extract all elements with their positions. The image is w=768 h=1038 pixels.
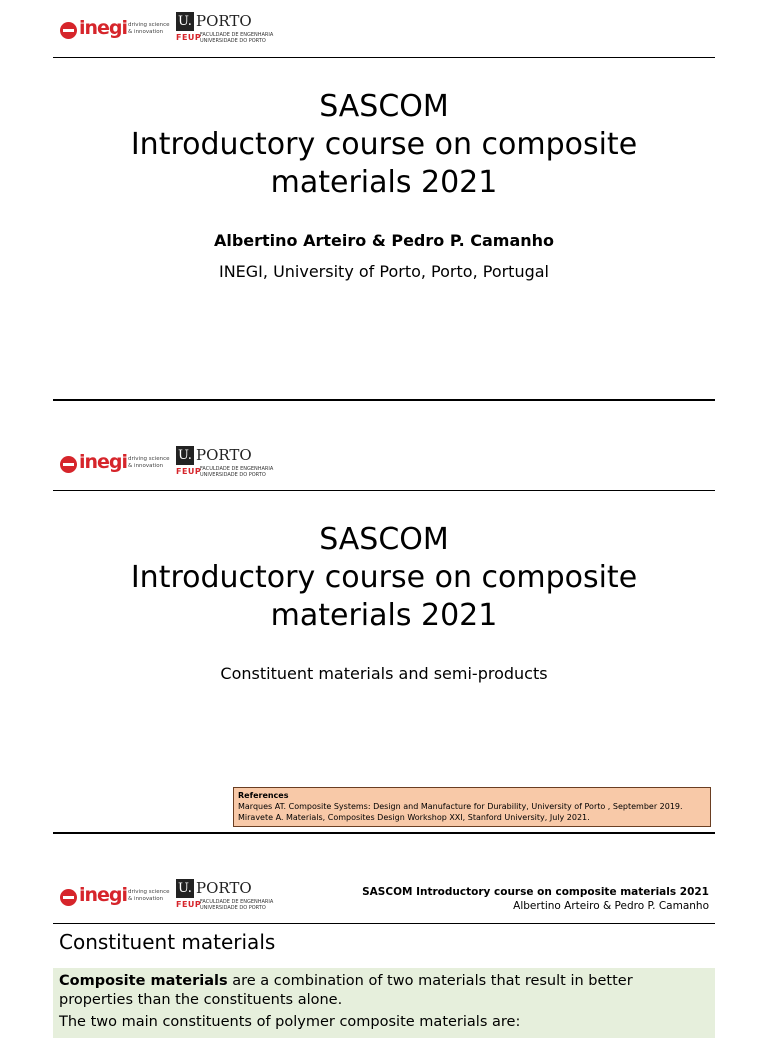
inegi-tagline: driving science & innovation <box>128 456 170 469</box>
feup-logo: FEUP <box>176 900 202 909</box>
references-heading: References <box>238 791 289 800</box>
definition-body: are a combination of two materials that result in better properties than the constituents alone. <box>59 973 633 1008</box>
running-header-authors: Albertino Arteiro & Pedro P. Camanho <box>513 900 709 912</box>
uporto-logo-text: PORTO <box>196 879 252 897</box>
slide-divider <box>53 832 715 834</box>
running-header <box>362 885 709 913</box>
inegi-tagline: driving science & innovation <box>128 22 170 35</box>
header-logos <box>60 879 280 915</box>
inegi-logo-text: inegi <box>79 17 128 39</box>
header-divider <box>53 57 715 58</box>
inegi-logo-icon <box>60 889 77 906</box>
title-line-1: SASCOM <box>319 522 449 557</box>
slide-title <box>0 88 768 202</box>
body-line-2: The two main constituents of polymer composite materials are: <box>59 1014 521 1030</box>
authors: Albertino Arteiro & Pedro P. Camanho <box>213 231 555 250</box>
title-line-3: materials 2021 <box>270 165 498 200</box>
definition-term: Composite materials <box>59 973 228 989</box>
uporto-logo-text: PORTO <box>196 446 252 464</box>
feup-logo: FEUP <box>176 467 202 476</box>
header-divider <box>53 923 715 924</box>
title-line-2: Introductory course on composite <box>130 127 638 162</box>
inegi-tagline: driving science & innovation <box>128 889 170 902</box>
affiliation: INEGI, University of Porto, Porto, Portugal <box>218 262 549 281</box>
title-line-3: materials 2021 <box>270 598 498 633</box>
inegi-logo-text: inegi <box>79 884 128 906</box>
running-header-title: SASCOM Introductory course on composite materials 2021 <box>362 886 709 898</box>
header-logos <box>60 12 280 48</box>
slide-divider <box>53 399 715 401</box>
uporto-logo-icon: U. <box>176 12 194 31</box>
inegi-logo-text: inegi <box>79 451 128 473</box>
title-line-1: SASCOM <box>319 89 449 124</box>
reference-item: Marques AT. Composite Systems: Design and Manufacture for Durability, University of Porto , September 2019. <box>238 802 683 811</box>
inegi-logo-icon <box>60 22 77 39</box>
definition-text <box>59 972 709 1010</box>
slide-subtitle: Constituent materials and semi-products <box>220 664 548 683</box>
reference-item: Miravete A. Materials, Composites Design Workshop XXI, Stanford University, July 2021. <box>238 813 590 822</box>
section-title: Constituent materials <box>59 930 276 954</box>
references-box <box>233 787 711 827</box>
feup-logo: FEUP <box>176 33 202 42</box>
uporto-logo-icon: U. <box>176 446 194 465</box>
definition-box <box>53 968 715 1038</box>
title-line-2: Introductory course on composite <box>130 560 638 595</box>
feup-text: FACULDADE DE ENGENHARIA UNIVERSIDADE DO PORTO <box>200 899 274 911</box>
feup-text: FACULDADE DE ENGENHARIA UNIVERSIDADE DO PORTO <box>200 32 274 44</box>
uporto-logo-icon: U. <box>176 879 194 898</box>
header-divider <box>53 490 715 491</box>
header-logos <box>60 446 280 482</box>
slide-title <box>0 521 768 635</box>
inegi-logo-icon <box>60 456 77 473</box>
feup-text: FACULDADE DE ENGENHARIA UNIVERSIDADE DO PORTO <box>200 466 274 478</box>
uporto-logo-text: PORTO <box>196 12 252 30</box>
